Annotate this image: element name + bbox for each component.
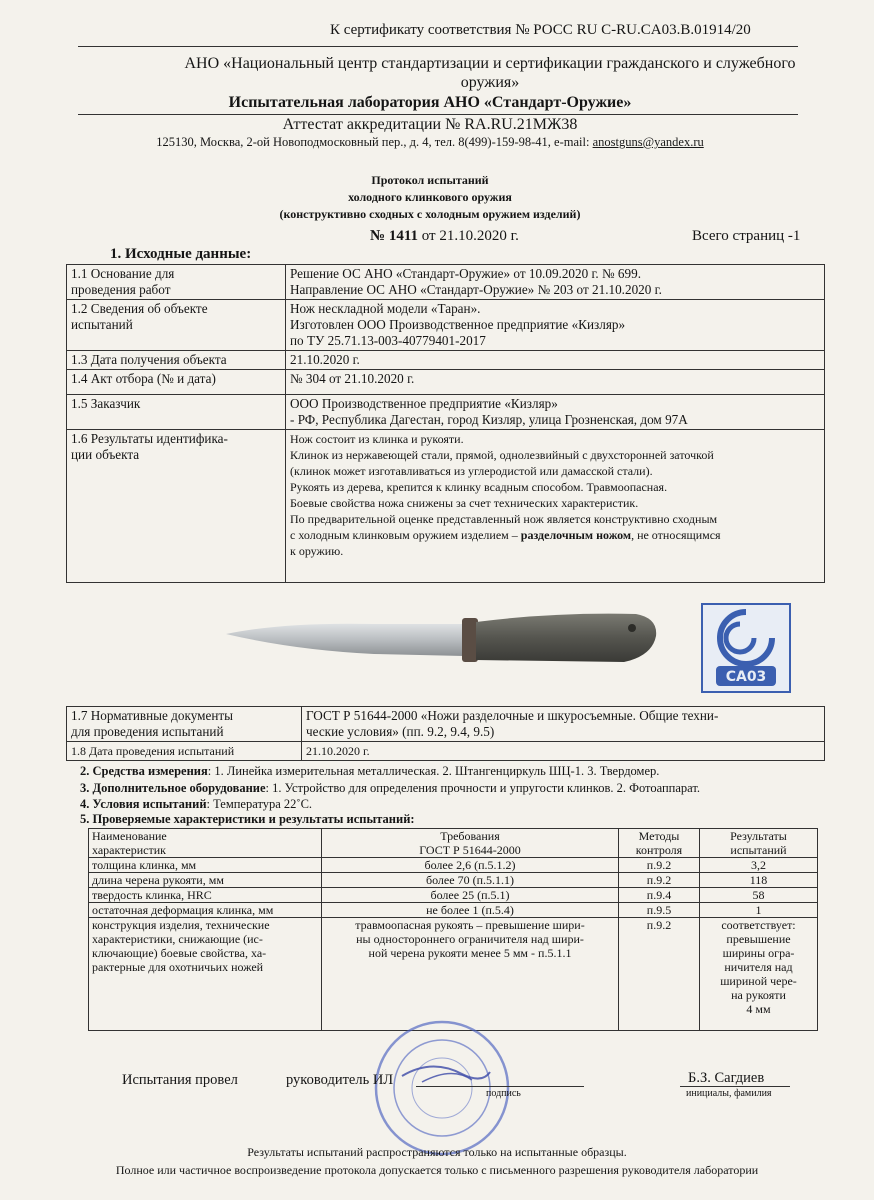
row-value: ГОСТ Р 51644-2000 «Ножи разделочные и шкуросъемные. Общие техни- ческие условия» (пп. 9.2, 9.4, 9.5) <box>302 707 825 742</box>
additional-equipment-text: : 1. Устройство для определения прочности и упругости клинков. 2. Фотоаппарат. <box>265 781 701 795</box>
measuring-instruments-text: : 1. Линейка измерительная металлическая. 2. Штангенциркуль ШЦ-1. 3. Твердомер. <box>207 764 660 778</box>
header-divider <box>78 46 798 47</box>
requirement: более 25 (п.5.1) <box>322 888 619 903</box>
method: п.9.2 <box>619 858 700 873</box>
results-table <box>88 828 818 1031</box>
test-conditions <box>80 797 312 812</box>
name-caption: инициалы, фамилия <box>686 1088 772 1099</box>
address-line <box>60 135 800 150</box>
method: п.9.5 <box>619 903 700 918</box>
address-text: 125130, Москва, 2-ой Новоподмосковный пер., д. 4, тел. 8(499)-159-98-41, e-mail: <box>156 135 593 149</box>
certification-mark-logo <box>700 602 792 694</box>
table-row <box>67 742 825 761</box>
laboratory-divider <box>78 114 798 115</box>
method: п.9.2 <box>619 873 700 888</box>
test-conditions-label: 4. Условия испытаний <box>80 797 207 811</box>
row-value: ООО Производственное предприятие «Кизляр» - РФ, Республика Дагестан, город Кизляр, улица Грозненская, дом 97А <box>286 395 825 430</box>
requirement: более 70 (п.5.1.1) <box>322 873 619 888</box>
section-initial-data-heading: 1. Исходные данные: <box>110 246 252 262</box>
result: 118 <box>700 873 818 888</box>
measuring-instruments-label: 2. Средства измерения <box>80 764 208 778</box>
accreditation-certificate: Аттестат аккредитации № RA.RU.21МЖ38 <box>282 116 578 133</box>
row-value: Решение ОС АНО «Стандарт-Оружие» от 10.09.2020 г. № 699. Направление ОС АНО «Стандарт-Оружие» № 203 от 21.10.2020 г. <box>286 265 825 300</box>
table-row <box>89 858 818 873</box>
table-row <box>67 370 825 395</box>
signature-stroke <box>402 1066 490 1078</box>
signatory-name: Б.З. Сагдиев <box>688 1070 765 1086</box>
identification-tail: , не относящимся к оружию. <box>290 528 721 558</box>
row-label: 1.2 Сведения об объекте испытаний <box>67 300 286 351</box>
characteristic: конструкция изделия, технические характеристики, снижающие (ис- ключающие) боевые свойства, ха- рактерные для охотничьих ножей <box>89 918 322 1031</box>
protocol-title-line2: холодного клинкового оружия <box>348 190 512 204</box>
result: 3,2 <box>700 858 818 873</box>
page-count: Всего страниц -1 <box>692 228 801 244</box>
result: соответствует: превышение ширины огра- ничителя над шириной чере- на рукояти 4 мм <box>700 918 818 1031</box>
row-label: 1.1 Основание для проведения работ <box>67 265 286 300</box>
identification-text: Нож состоит из клинка и рукояти. Клинок из нержавеющей стали, прямой, однолезвийный с двухсторонней заточкой (клинок может изготавливаться из углеродистой или дамасской стали). Рукоять из дерева, крепится к клинку всадным способом. Травмоопасная. Боевые свойства ножа снижены за счет технических характеристик. По предварительной оценке представленный нож является конструктивно сходным с холодным клинковым оружием изделием – <box>290 432 718 542</box>
organization-line1: АНО «Национальный центр стандартизации и сертификации гражданского и служебного <box>184 55 796 72</box>
protocol-title-line3: (конструктивно сходных с холодным оружием изделий) <box>279 207 581 221</box>
signature-left: Испытания провел <box>122 1072 238 1088</box>
column-header: Результаты испытаний <box>700 829 818 858</box>
protocol-date: от 21.10.2020 г. <box>418 228 519 244</box>
requirement: травмоопасная рукоять – превышение шири- ны одностороннего ограничителя над шири- ной черена рукояти менее 5 мм - п.5.1.1 <box>322 918 619 1031</box>
row-label: 1.4 Акт отбора (№ и дата) <box>67 370 286 395</box>
additional-equipment <box>80 781 700 796</box>
table-row <box>67 707 825 742</box>
characteristic: твердость клинка, HRC <box>89 888 322 903</box>
column-header: Требования ГОСТ Р 51644-2000 <box>322 829 619 858</box>
blade-shape <box>226 624 464 656</box>
table-row <box>89 888 818 903</box>
lanyard-hole <box>628 624 636 632</box>
row-label: 1.8 Дата проведения испытаний <box>67 742 302 761</box>
method: п.9.2 <box>619 918 700 1031</box>
table-row <box>67 395 825 430</box>
signature-role: руководитель ИЛ <box>286 1072 394 1088</box>
row-value: 21.10.2020 г. <box>286 351 825 370</box>
table-header-row <box>89 829 818 858</box>
column-header: Наименование характеристик <box>89 829 322 858</box>
result: 1 <box>700 903 818 918</box>
footer-copyright: Полное или частичное воспроизведение протокола допускается только с письменного разрешения руководителя лаборатории <box>115 1163 759 1177</box>
table-row <box>67 430 825 583</box>
table-row <box>67 351 825 370</box>
row-value: Нож нескладной модели «Таран». Изготовлен ООО Производственное предприятие «Кизляр» по ТУ 25.71.13-003-40779401-2017 <box>286 300 825 351</box>
row-value: 21.10.2020 г. <box>302 742 825 761</box>
organization-name <box>150 54 830 92</box>
characteristic: длина черена рукояти, мм <box>89 873 322 888</box>
knife-photo <box>224 606 664 672</box>
method: п.9.4 <box>619 888 700 903</box>
row-label: 1.3 Дата получения объекта <box>67 351 286 370</box>
name-line <box>680 1086 790 1087</box>
measuring-instruments <box>80 764 659 779</box>
protocol-number-label: № 1411 <box>370 228 418 244</box>
identification-results <box>286 430 825 583</box>
test-conditions-text: : Температура 22˚С. <box>206 797 313 811</box>
additional-equipment-label: 3. Дополнительное оборудование <box>80 781 266 795</box>
checked-characteristics-heading <box>80 812 415 827</box>
normative-table <box>66 706 825 761</box>
row-label: 1.6 Результаты идентифика- ции объекта <box>67 430 286 583</box>
table-row <box>89 873 818 888</box>
laboratory-name: Испытательная лаборатория АНО «Стандарт-Оружие» <box>228 94 632 111</box>
table-row <box>67 265 825 300</box>
row-label: 1.5 Заказчик <box>67 395 286 430</box>
column-header: Методы контроля <box>619 829 700 858</box>
guard-shape <box>462 618 478 662</box>
table-row <box>67 300 825 351</box>
logo-code: CA03 <box>725 669 767 685</box>
requirement: не более 1 (п.5.4) <box>322 903 619 918</box>
checked-characteristics-label: 5. Проверяемые характеристики и результаты испытаний: <box>80 812 415 826</box>
signature-caption: подпись <box>486 1088 521 1099</box>
email-link[interactable]: anostguns@yandex.ru <box>592 135 704 149</box>
requirement: более 2,6 (п.5.1.2) <box>322 858 619 873</box>
initial-data-table <box>66 264 825 583</box>
characteristic: толщина клинка, мм <box>89 858 322 873</box>
organization-line2: оружия» <box>460 74 520 91</box>
certificate-reference: К сертификату соответствия № РОСС RU C-RU.CA03.В.01914/20 <box>330 22 751 38</box>
protocol-title-line1: Протокол испытаний <box>371 173 489 187</box>
stamp-inner-ring <box>394 1040 490 1136</box>
handle-shape <box>476 614 656 662</box>
protocol-title <box>60 172 800 223</box>
table-row <box>89 903 818 918</box>
protocol-number <box>370 228 519 245</box>
row-label: 1.7 Нормативные документы для проведения испытаний <box>67 707 302 742</box>
result: 58 <box>700 888 818 903</box>
characteristic: остаточная деформация клинка, мм <box>89 903 322 918</box>
footer-note: Результаты испытаний распространяются только на испытанные образцы. <box>247 1145 627 1159</box>
row-value: № 304 от 21.10.2020 г. <box>286 370 825 395</box>
table-row <box>89 918 818 1031</box>
identification-conclusion: разделочным ножом <box>520 528 632 542</box>
signature-line <box>416 1086 584 1087</box>
